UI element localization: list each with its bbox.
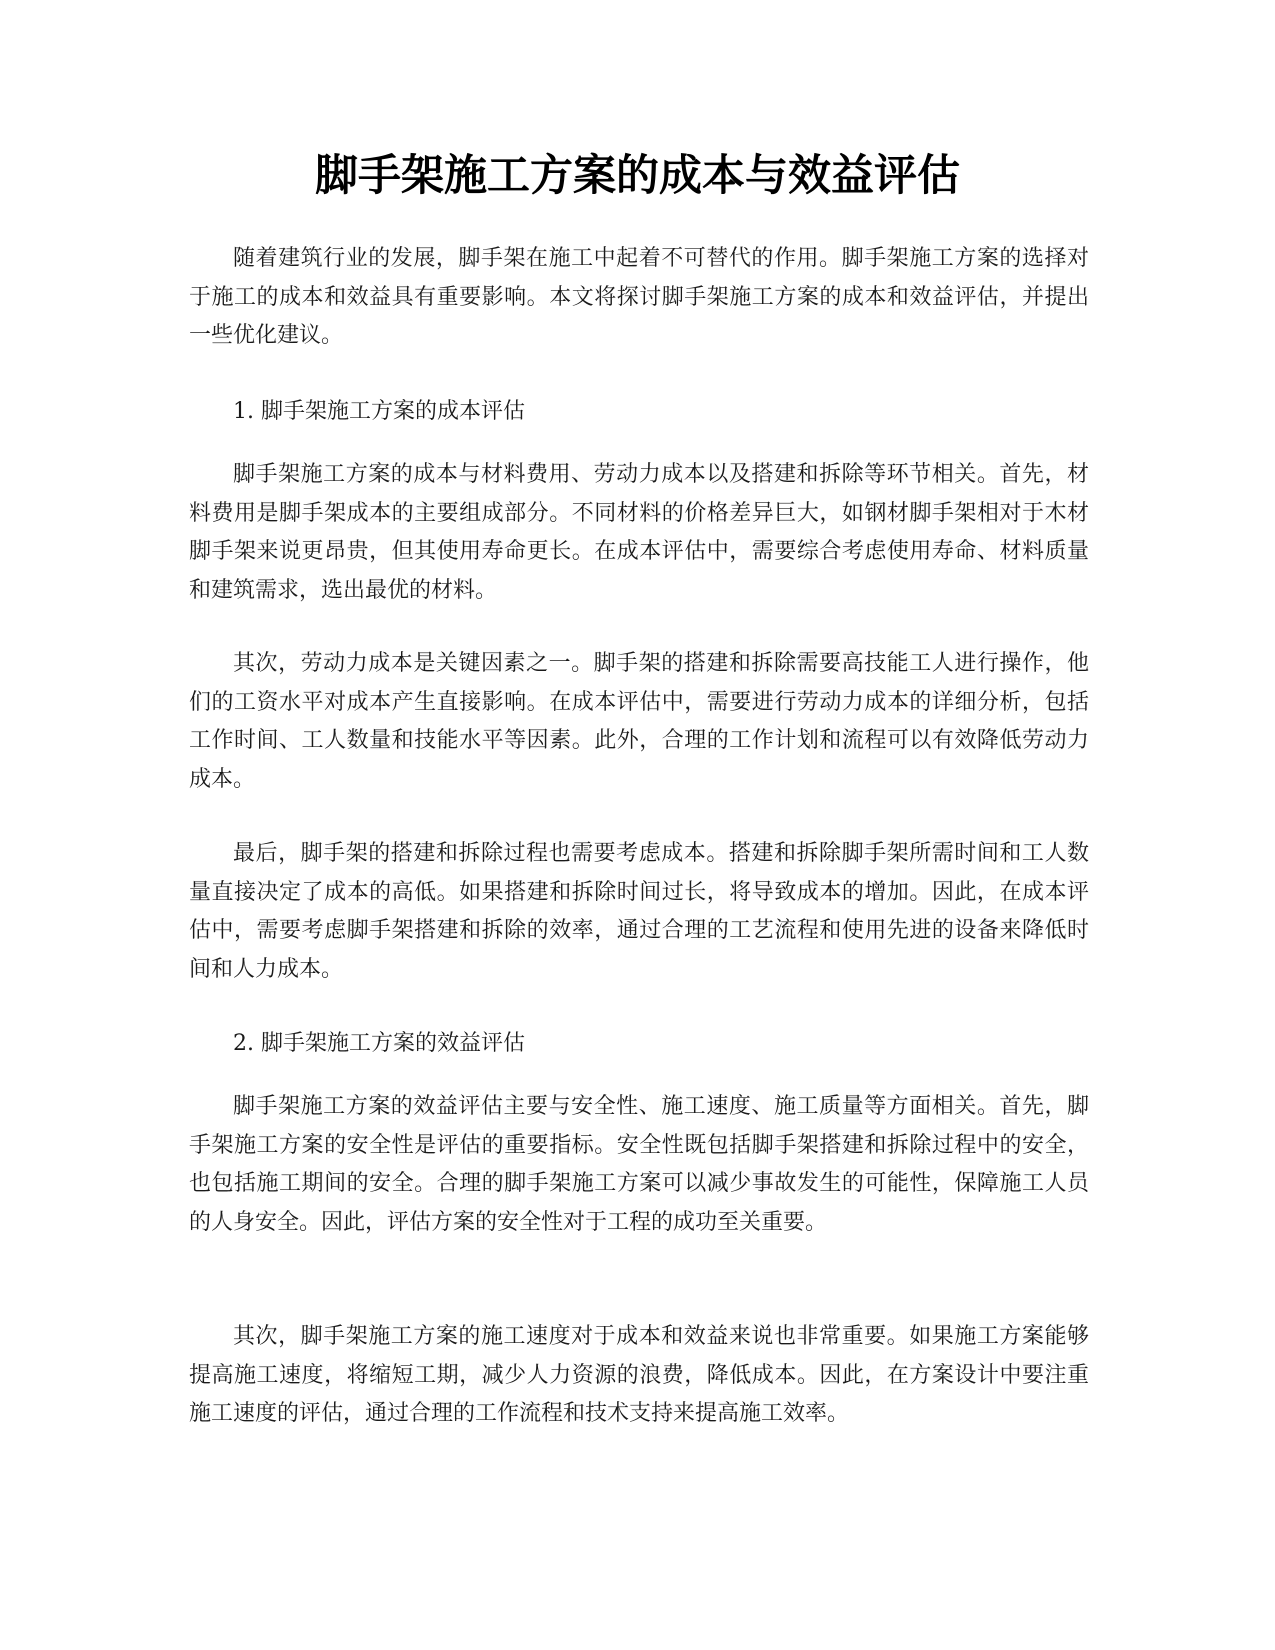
intro-paragraph: 随着建筑行业的发展，脚手架在施工中起着不可替代的作用。脚手架施工方案的选择对于施工的成本和效益具有重要影响。本文将探讨脚手架施工方案的成本和效益评估，并提出一些优化建议。: [189, 246, 1089, 348]
paragraph-material-cost: 脚手架施工方案的成本与材料费用、劳动力成本以及搭建和拆除等环节相关。首先，材料费用是脚手架成本的主要组成部分。不同材料的价格差异巨大，如钢材脚手架相对于木材脚手架来说更昂贵，但其使用寿命更长。在成本评估中，需要综合考虑使用寿命、材料质量和建筑需求，选出最优的材料。: [189, 462, 1089, 603]
paragraph-labor-cost: 其次，劳动力成本是关键因素之一。脚手架的搭建和拆除需要高技能工人进行操作，他们的工资水平对成本产生直接影响。在成本评估中，需要进行劳动力成本的详细分析，包括工作时间、工人数量和技能水平等因素。此外，合理的工作计划和流程可以有效降低劳动力成本。: [189, 651, 1089, 792]
document-title: 脚手架施工方案的成本与效益评估: [315, 151, 960, 201]
paragraph-safety: 脚手架施工方案的效益评估主要与安全性、施工速度、施工质量等方面相关。首先，脚手架施工方案的安全性是评估的重要指标。安全性既包括脚手架搭建和拆除过程中的安全，也包括施工期间的安全。合理的脚手架施工方案可以减少事故发生的可能性，保障施工人员的人身安全。因此，评估方案的安全性对于工程的成功至关重要。: [189, 1094, 1089, 1235]
paragraph-erection-cost: 最后，脚手架的搭建和拆除过程也需要考虑成本。搭建和拆除脚手架所需时间和工人数量直接决定了成本的高低。如果搭建和拆除时间过长，将导致成本的增加。因此，在成本评估中，需要考虑脚手架搭建和拆除的效率，通过合理的工艺流程和使用先进的设备来降低时间和人力成本。: [189, 841, 1089, 982]
paragraph-speed: 其次，脚手架施工方案的施工速度对于成本和效益来说也非常重要。如果施工方案能够提高施工速度，将缩短工期，减少人力资源的浪费，降低成本。因此，在方案设计中要注重施工速度的评估，通过合理的工作流程和技术支持来提高施工效率。: [189, 1324, 1089, 1426]
section-heading-cost: 1. 脚手架施工方案的成本评估: [233, 399, 525, 424]
section-heading-benefit: 2. 脚手架施工方案的效益评估: [233, 1031, 525, 1056]
